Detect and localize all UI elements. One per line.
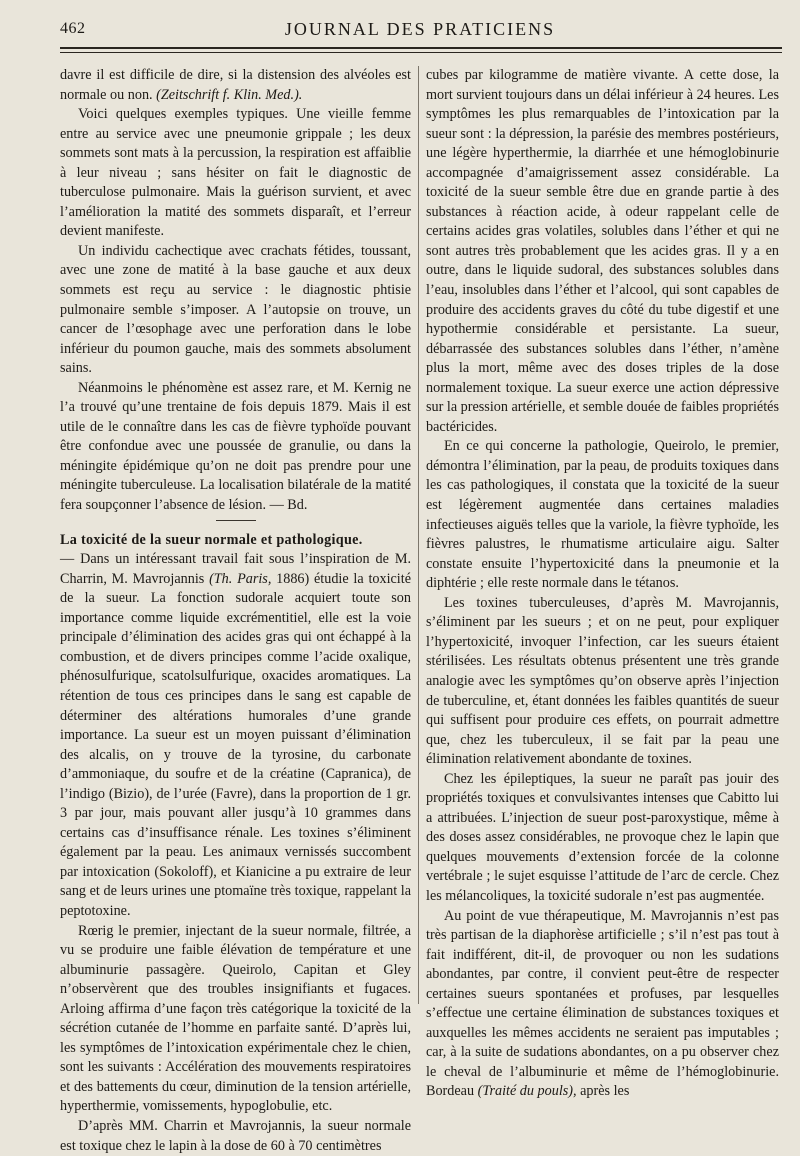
right-column [426, 66, 779, 1100]
paragraph: Un individu cachectique avec crachats fétides, toussant, avec une zone de matité à la base gauche et aux deux sommets est reçu au service : le diagnostic phtisie pulmonaire semble s’imposer. A l’autopsie on trouve, un cancer de l’œsophage avec une perforation dans le lobe inférieur du poumon gauche, mais des sommets absolument sains. [60, 242, 411, 377]
paragraph: En ce qui concerne la pathologie, Queirolo, le premier, démontra l’élimination, par la peau, de produits toxiques dans les cas pathologiques, il constata que la toxicité de la sueur est légèrement augmentée dans certaines maladies infectieuses aiguës telles que la variole, la fièvre typhoïde, les fièvres palustres, le rhumatisme articulaire aigu. Salter constate ensuite l’hypertoxicité dans la pneumonie et la diphtérie ; elle reste normale dans le tétanos. [426, 438, 779, 592]
page-header [60, 18, 780, 42]
left-column [60, 66, 411, 1154]
paragraph: Voici quelques exemples typiques. Une vieille femme entre au service avec une pneumonie grippale ; les deux sommets sont mats à la percussion, la respiration est affaiblie à leur niveau ; sans hésiter on fait le diagnostic de tuberculose pulmonaire. Mais la guérison survient, et avec l’amélioration la matité des sommets disparaît, et l’erreur devient manifeste. [60, 106, 411, 240]
page-number: 462 [60, 20, 86, 37]
header-rule-thin [60, 52, 782, 53]
running-title: JOURNAL DES PRATICIENS [284, 19, 556, 39]
paragraph: Chez les épileptiques, la sueur ne paraît pas jouir des propriétés toxiques et convulsivantes intenses que Cabitto lui a attribuées. L’injection de sueur post-paroxystique, même à des doses assez considérables, ne provoque chez le lapin que quelques mouvements d’extension forcée de la colonne vertébrale ; le sujet esquisse l’attitude de l’arc de cercle. Chez les mélancoliques, la toxicité sudorale n’est pas augmentée. [426, 770, 779, 904]
section-separator [216, 520, 256, 527]
column-divider [418, 66, 419, 1004]
paragraph: davre il est difficile de dire, si la distension des alvéoles est normale ou non. (Zeitschrift f. Klin. Med.). [60, 67, 411, 103]
citation: (Th. Paris, [209, 570, 272, 587]
paragraph: cubes par kilogramme de matière vivante. A cette dose, la mort survient toujours dans un délai inférieur à 24 heures. Les symptômes les plus remarquables de l’intoxication par la sueur sont : la dépression, la parésie des membres postérieurs, une légère hyperthermie, la diarrhée et une hémoglobinurie accompagnée d’amaigrissement assez considérable. La toxicité de la sueur semble être due en grande partie à des substances à réaction acide, à odeur rappelant celle de certains acides gras volatiles, solubles dans l’éther et qui ne sont autres très probablement que les acides gras. Il y a en outre, dans le liquide sudoral, des substances solubles dans l’eau, insolubles dans l’éther et l’alcool, qui sont capables de produire des accidents graves du côté du tube digestif et une hypothermie considérable et persistante. La sueur, débarrassée des substances solubles dans l’éther, n’amène plus la mort, même avec des doses triples de la dose normalement toxique. La sueur exerce une action dépressive sur la pression artérielle, et semble douée de faibles propriétés bactéricides. [426, 67, 779, 435]
section-title: La toxicité de la sueur normale et pathologique. [60, 531, 363, 548]
section-heading-paragraph: La toxicité de la sueur normale et pathologique. — Dans un intéressant travail fait sous l’inspiration de M. Charrin, M. Mavrojannis (Th. Paris, 1886) étudie la toxicité de la sueur. La fonction sudorale acquiert toute son importance comme liquide excrémentitiel, elle est la voie principale d’élimination des acides gras qui ont échappé à la combustion, et de divers principes comme l’acide oxalique, phénosulfurique, scatolsulfurique, oxacides aromatiques. La rétention de tous ces principes dans le sang est capable de déterminer des altérations humorales d’une grande importance. La sueur est un moyen puissant d’élimination des alcalis, on y trouve de la tyrosine, du carbonate d’ammoniaque, du soufre et de la créatine (Capranica), de l’indigo (Bizio), de l’urée (Favre), dans la proportion de 1 gr. 3 par jour, mais pouvant aller jusqu’à 10 grammes dans certains cas d’insuffisance rénale. Les toxines s’éliminent également par la peau. Les animaux vernissés succombent par intoxication (Sokoloff), et Kianicine a pu extraire de leur sang et de leurs urines une ptomaïne très toxique, rappelant la peptotoxine. [60, 531, 411, 919]
paragraph: Rœrig le premier, injectant de la sueur normale, filtrée, a vu se produire une faible élévation de température et une albuminurie passagère. Queirolo, Capitan et Gley n’observèrent que des troubles insignifiants et fugaces. Arloing affirma d’une façon très catégorique la toxicité de la sécrétion cutanée de l’homme en parfaite santé. D’après lui, les symptômes de l’intoxication expérimentale chez le chien, sont les suivants : Accélération des mouvements respiratoires et des battements du cœur, diminution de la tension artérielle, hyperthermie, vomissements, hypoglobulie, etc. [60, 922, 411, 1115]
header-rule-thick [60, 47, 782, 49]
paragraph: Les toxines tuberculeuses, d’après M. Mavrojannis, s’éliminent par les sueurs ; et on ne peut, pour expliquer l’hypertoxicité, invoquer l’infection, car les sueurs étaient stérilisées. Les résultats obtenus présentent une très grande analogie avec les symptômes qu’on observe après l’injection de tuberculine, et, étant données les faibles quantités de sueur qui suffisent pour produire ces effets, on pourrait admettre que, chez les tuberculeux, il se fait par la peau une élimination relativement abondante de toxines. [426, 594, 779, 768]
citation: (Traité du pouls), [477, 1083, 577, 1100]
paragraph: Au point de vue thérapeutique, M. Mavrojannis n’est pas très partisan de la diaphorèse artificielle ; s’il n’est pas tout à fait indifférent, dit-il, de provoquer ou non les sudations abondantes, par contre, il convient peut-être de respecter certaines sueurs spontanées et profuses, par lesquelles s’effectue une certaine élimination de substances toxiques et auxquelles les mêmes accidents ne seraient pas imputables ; car, à la suite de sudations abondantes, on a pu observer chez le cheval de l’albuminurie et même de l’hémoglobinurie. Bordeau (Traité du pouls), après les [426, 907, 779, 1100]
paragraph: D’après MM. Charrin et Mavrojannis, la sueur normale est toxique chez le lapin à la dose de 60 à 70 centimètres [60, 1117, 411, 1154]
citation: (Zeitschrift f. Klin. Med.). [156, 86, 303, 103]
paragraph: Néanmoins le phénomène est assez rare, et M. Kernig ne l’a trouvé qu’une trentaine de fois depuis 1879. Mais il est utile de le connaître dans les cas de fièvre typhoïde pouvant être confondue avec une poussée de granulie, ou dans la méningite épidémique qu’on ne doit pas prendre pour une méningite tuberculeuse. La localisation bilatérale de la matité fera soupçonner l’absence de lésion. — Bd. [60, 379, 411, 514]
